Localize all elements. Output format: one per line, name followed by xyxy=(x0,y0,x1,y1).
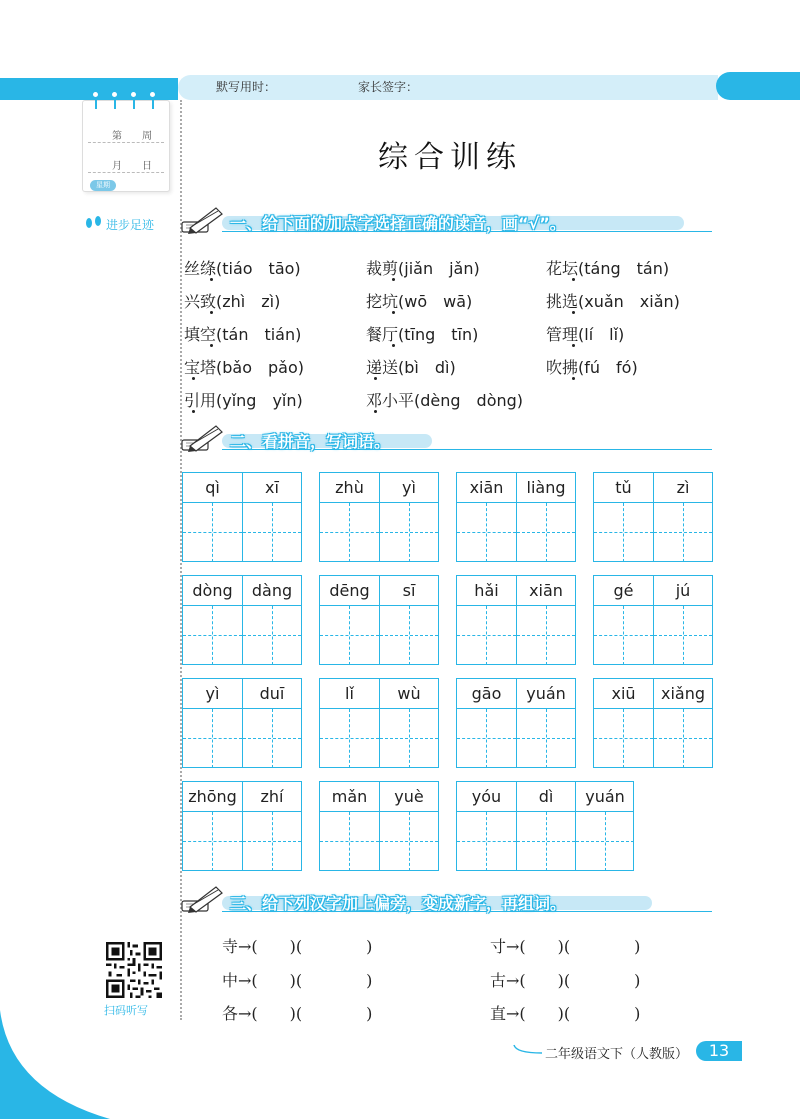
pinyin-syllable: yuán xyxy=(575,782,634,812)
emphasis-dot xyxy=(210,311,213,314)
pinyin-syllable: zhōng xyxy=(183,782,242,812)
choice-item: 兴致(zhì zì) xyxy=(184,292,281,311)
writing-cell[interactable] xyxy=(594,503,653,562)
writing-cell[interactable] xyxy=(242,503,301,562)
dictation-time-label: 默写用时： xyxy=(216,80,277,94)
writing-cell[interactable] xyxy=(183,812,242,871)
pinyin-grid[interactable] xyxy=(182,575,302,665)
pinyin-syllable: yuè xyxy=(379,782,438,812)
choice-item: 递送(bì dì) xyxy=(366,358,456,377)
choice-item: 餐厅(tīng tīn) xyxy=(366,325,479,344)
binder-ring-stem xyxy=(133,97,135,109)
emphasis-dot xyxy=(392,278,395,281)
choice-item: 花坛(táng tán) xyxy=(546,259,670,278)
pinyin-syllable: xiǎng xyxy=(653,679,712,709)
page-number: 13 xyxy=(696,1041,742,1061)
writing-cell[interactable] xyxy=(653,503,712,562)
writing-cell[interactable] xyxy=(516,606,575,665)
pinyin-grid[interactable] xyxy=(182,781,302,871)
choice-item: 宝塔(bǎo pǎo) xyxy=(184,358,304,377)
choice-item: 丝绦(tiáo tāo) xyxy=(184,259,301,278)
writing-cell[interactable] xyxy=(457,709,516,768)
pinyin-syllable: zhù xyxy=(320,473,379,503)
choice-item: 引用(yǐng yǐn) xyxy=(184,391,303,410)
qr-code-icon[interactable] xyxy=(106,942,162,998)
writing-cell[interactable] xyxy=(242,812,301,871)
pinyin-syllable: xiān xyxy=(457,473,516,503)
choice-item: 吹拂(fú fó) xyxy=(546,358,638,377)
section1-heading: 一、给下面的加点字选择正确的读音，画“√”。 xyxy=(230,214,566,233)
pinyin-syllable: jú xyxy=(653,576,712,606)
pinyin-syllable: yì xyxy=(379,473,438,503)
binder-ring-stem xyxy=(95,97,97,109)
pinyin-syllable: lǐ xyxy=(320,679,379,709)
choice-item: 挖坑(wō wā) xyxy=(366,292,473,311)
pinyin-syllable: hǎi xyxy=(457,576,516,606)
writing-cell[interactable] xyxy=(379,606,438,665)
writing-cell[interactable] xyxy=(575,812,634,871)
emphasis-dot xyxy=(572,344,575,347)
pinyin-syllable: tǔ xyxy=(594,473,653,503)
writing-cell[interactable] xyxy=(516,812,575,871)
emphasis-dot xyxy=(192,377,195,380)
binder-ring-stem xyxy=(152,97,154,109)
writing-cell[interactable] xyxy=(457,503,516,562)
emphasis-dot xyxy=(572,278,575,281)
writing-cell[interactable] xyxy=(183,709,242,768)
book-label: 二年级语文下（人教版） xyxy=(545,1047,689,1062)
radical-item: 古→( )( ) xyxy=(490,971,641,990)
writing-cell[interactable] xyxy=(320,606,379,665)
pinyin-syllable: liàng xyxy=(516,473,575,503)
pinyin-syllable: dòng xyxy=(183,576,242,606)
date-card xyxy=(82,100,170,192)
pencil-icon xyxy=(180,424,226,452)
writing-cell[interactable] xyxy=(516,503,575,562)
writing-cell[interactable] xyxy=(457,606,516,665)
weekday-badge: 星期 xyxy=(90,180,116,191)
writing-cell[interactable] xyxy=(457,812,516,871)
page-title: 综合训练 xyxy=(378,140,522,175)
choice-item: 裁剪(jiǎn jǎn) xyxy=(366,259,480,278)
pinyin-grid[interactable] xyxy=(319,472,439,562)
section3-heading: 三、给下列汉字加上偏旁，变成新字，再组词。 xyxy=(230,894,567,913)
writing-cell[interactable] xyxy=(653,606,712,665)
writing-cell[interactable] xyxy=(242,709,301,768)
choice-item: 填空(tán tián) xyxy=(184,325,302,344)
writing-cell[interactable] xyxy=(594,606,653,665)
month-day-label: 月 日 xyxy=(112,161,152,172)
pinyin-grid[interactable] xyxy=(182,678,302,768)
pinyin-grid[interactable] xyxy=(456,472,576,562)
pinyin-grid[interactable] xyxy=(456,678,576,768)
progress-label: 进步足迹 xyxy=(106,218,155,232)
emphasis-dot xyxy=(392,344,395,347)
pinyin-syllable: sī xyxy=(379,576,438,606)
emphasis-dot xyxy=(374,410,377,413)
emphasis-dot xyxy=(374,377,377,380)
emphasis-dot xyxy=(210,278,213,281)
pinyin-syllable: yóu xyxy=(457,782,516,812)
qr-label: 扫码听写 xyxy=(104,1004,148,1017)
emphasis-dot xyxy=(392,311,395,314)
pinyin-grid[interactable] xyxy=(593,472,713,562)
choice-item: 邓小平(dèng dòng) xyxy=(366,391,524,410)
pinyin-grid[interactable] xyxy=(182,472,302,562)
writing-cell[interactable] xyxy=(242,606,301,665)
pinyin-syllable: dàng xyxy=(242,576,301,606)
pinyin-syllable: gé xyxy=(594,576,653,606)
writing-cell[interactable] xyxy=(379,709,438,768)
week-label: 第 周 xyxy=(112,131,152,142)
emphasis-dot xyxy=(572,311,575,314)
writing-cell[interactable] xyxy=(183,606,242,665)
footprints-icon xyxy=(84,214,104,230)
binder-ring-stem xyxy=(114,97,116,109)
section2-heading: 二、看拼音，写词语。 xyxy=(230,432,391,451)
pinyin-syllable: yuán xyxy=(516,679,575,709)
week-line xyxy=(88,142,164,143)
choice-item: 管理(lí lǐ) xyxy=(546,325,625,344)
pinyin-grid[interactable] xyxy=(593,575,713,665)
pinyin-syllable: xī xyxy=(242,473,301,503)
pinyin-grid[interactable] xyxy=(456,781,634,871)
writing-cell[interactable] xyxy=(516,709,575,768)
writing-cell[interactable] xyxy=(320,709,379,768)
pinyin-grid[interactable] xyxy=(593,678,713,768)
pinyin-syllable: wù xyxy=(379,679,438,709)
writing-cell[interactable] xyxy=(183,503,242,562)
radical-item: 各→( )( ) xyxy=(222,1004,373,1023)
date-line xyxy=(88,172,164,173)
radical-item: 寺→( )( ) xyxy=(222,937,373,956)
pinyin-syllable: zì xyxy=(653,473,712,503)
pencil-icon xyxy=(180,885,226,913)
pinyin-syllable: duī xyxy=(242,679,301,709)
pinyin-syllable: xiū xyxy=(594,679,653,709)
writing-cell[interactable] xyxy=(320,812,379,871)
radical-item: 寸→( )( ) xyxy=(490,937,641,956)
pinyin-syllable: xiān xyxy=(516,576,575,606)
writing-cell[interactable] xyxy=(379,812,438,871)
pinyin-grid[interactable] xyxy=(319,575,439,665)
radical-item: 直→( )( ) xyxy=(490,1004,641,1023)
top-bar-right xyxy=(716,72,800,100)
pinyin-syllable: mǎn xyxy=(320,782,379,812)
pinyin-syllable: zhí xyxy=(242,782,301,812)
emphasis-dot xyxy=(210,344,213,347)
pinyin-syllable: gāo xyxy=(457,679,516,709)
pinyin-syllable: qì xyxy=(183,473,242,503)
choice-item: 挑选(xuǎn xiǎn) xyxy=(546,292,680,311)
writing-cell[interactable] xyxy=(379,503,438,562)
emphasis-dot xyxy=(572,377,575,380)
writing-cell[interactable] xyxy=(320,503,379,562)
emphasis-dot xyxy=(192,410,195,413)
pencil-icon xyxy=(180,206,226,234)
pinyin-grid[interactable] xyxy=(319,678,439,768)
writing-cell[interactable] xyxy=(653,709,712,768)
parent-signature-label: 家长签字： xyxy=(358,80,419,94)
pinyin-grid[interactable] xyxy=(319,781,439,871)
writing-cell[interactable] xyxy=(594,709,653,768)
corner-decoration xyxy=(0,1010,110,1119)
pinyin-syllable: yì xyxy=(183,679,242,709)
pinyin-grid[interactable] xyxy=(456,575,576,665)
pinyin-syllable: dì xyxy=(516,782,575,812)
radical-item: 中→( )( ) xyxy=(222,971,373,990)
footer-arc xyxy=(512,1043,542,1055)
pinyin-syllable: dēng xyxy=(320,576,379,606)
